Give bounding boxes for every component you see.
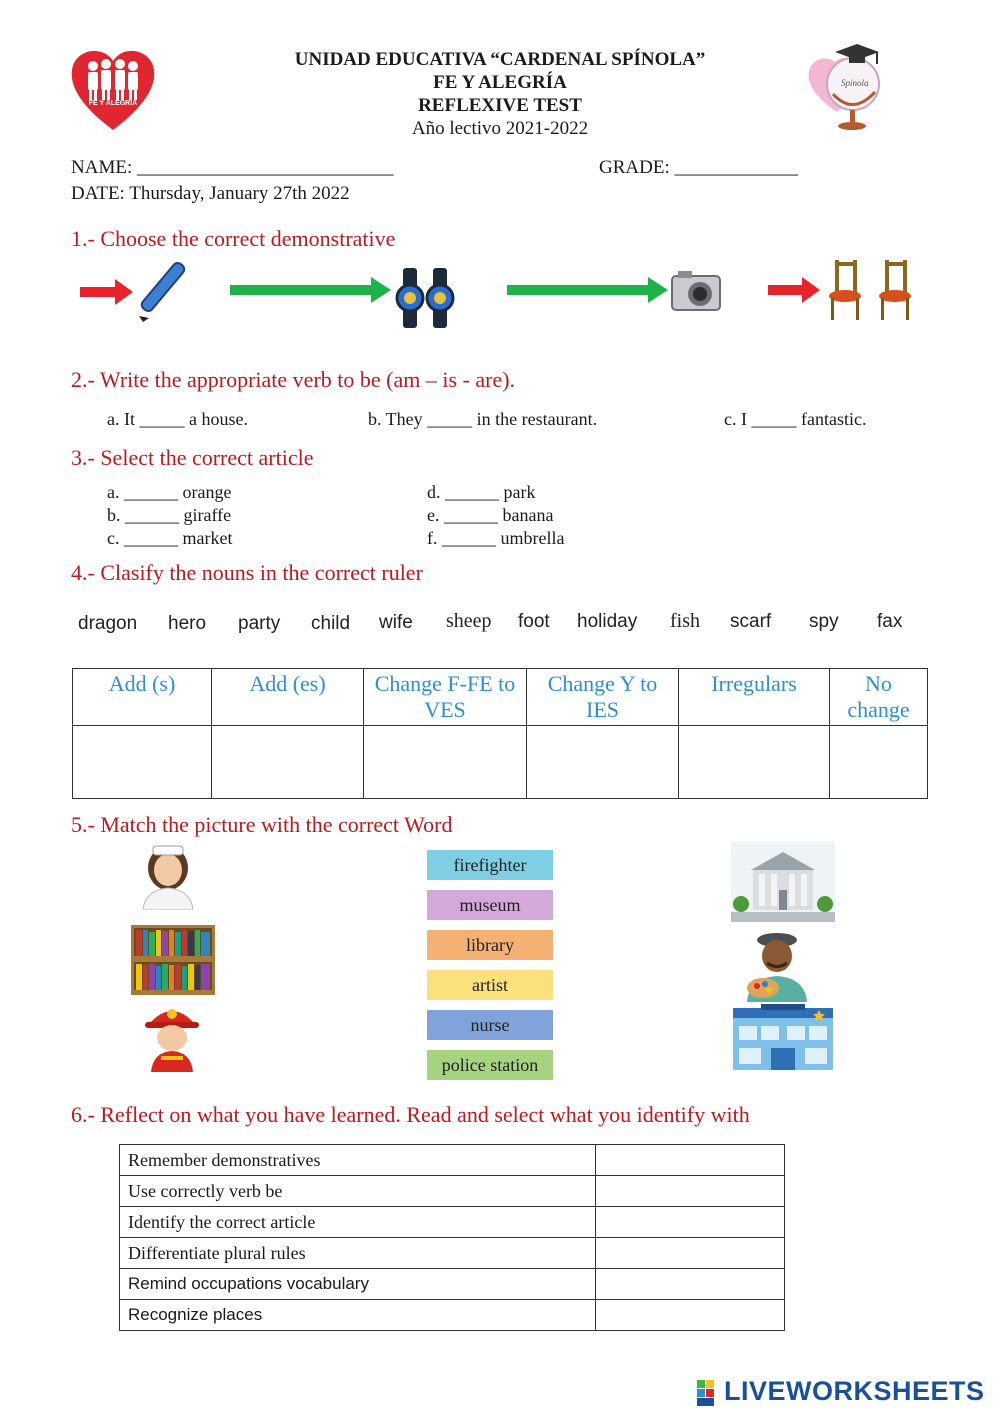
reflection-statement: Differentiate plural rules <box>120 1238 596 1269</box>
reflection-checkbox[interactable] <box>596 1145 785 1176</box>
noun-chip[interactable]: sheep <box>446 610 492 632</box>
noun-chip[interactable]: dragon <box>78 613 138 634</box>
reflection-row <box>120 1300 785 1331</box>
article-item-b[interactable]: b. ______ giraffe <box>107 505 232 525</box>
noun-chip[interactable]: foot <box>518 611 550 632</box>
reflection-checkbox[interactable] <box>596 1176 785 1207</box>
police-station-icon <box>731 1004 835 1072</box>
reflection-row <box>120 1207 785 1238</box>
museum-icon <box>731 842 835 922</box>
pen-icon <box>139 261 186 322</box>
school-year: Año lectivo 2021-2022 <box>411 118 589 139</box>
watches-icon <box>397 268 453 328</box>
word-box-museum[interactable] <box>427 890 553 920</box>
word-label: museum <box>459 895 521 915</box>
right-logo-text: Spínola <box>841 78 869 88</box>
section-2-title: 2.- Write the appropriate verb to be (am – is - are). <box>71 367 516 392</box>
word-label: nurse <box>470 1015 510 1035</box>
artist-icon <box>741 930 813 1002</box>
chairs-icon <box>829 260 911 320</box>
left-logo-text: FE Y ALEGRIA <box>88 100 138 107</box>
noun-chip[interactable]: party <box>238 613 281 634</box>
word-box-police-station[interactable] <box>427 1050 553 1080</box>
spinola-globe-logo <box>805 42 890 134</box>
noun-chip[interactable]: child <box>311 613 351 634</box>
bookshelf-icon <box>131 925 215 995</box>
article-item-f[interactable]: f. ______ umbrella <box>427 528 565 548</box>
column-header: Add (s) <box>73 669 212 726</box>
verb-item-c[interactable]: c. I _____ fantastic. <box>724 409 867 429</box>
noun-chip[interactable]: wife <box>379 612 413 633</box>
column-header: Add (es) <box>212 669 364 726</box>
word-box-artist[interactable] <box>427 970 553 1000</box>
word-box-nurse[interactable] <box>427 1010 553 1040</box>
word-label: artist <box>472 975 508 995</box>
demonstrative-pictures <box>75 258 935 333</box>
near-red-arrow-2 <box>768 277 820 303</box>
date-line: DATE: Thursday, January 27th 2022 <box>71 183 350 204</box>
museum-picture[interactable] <box>731 842 835 922</box>
far-green-arrow-2 <box>507 277 668 303</box>
drop-zone-add-s[interactable] <box>73 726 212 799</box>
far-green-arrow <box>230 277 391 303</box>
test-title: REFLEXIVE TEST <box>418 95 582 116</box>
reflection-table <box>119 1144 785 1331</box>
reflection-checkbox[interactable] <box>596 1269 785 1300</box>
noun-chip[interactable]: hero <box>168 613 207 634</box>
article-item-e[interactable]: e. ______ banana <box>427 505 554 525</box>
word-label: firefighter <box>453 855 527 875</box>
reflection-row <box>120 1269 785 1300</box>
section-5-title: 5.- Match the picture with the correct Word <box>71 812 453 837</box>
verb-item-a[interactable]: a. It _____ a house. <box>107 409 248 429</box>
near-red-arrow <box>80 279 133 305</box>
section-3-title: 3.- Select the correct article <box>71 445 314 470</box>
name-field[interactable]: NAME: ___________________________ <box>71 157 394 178</box>
camera-icon <box>672 271 720 310</box>
reflection-checkbox[interactable] <box>596 1207 785 1238</box>
nurse-picture[interactable] <box>133 842 203 910</box>
drop-zone-no-change[interactable] <box>830 726 928 799</box>
reflection-statement: Identify the correct article <box>120 1207 596 1238</box>
word-label: library <box>466 935 514 955</box>
word-box-firefighter[interactable] <box>427 850 553 880</box>
reflection-statement: Remember demonstratives <box>120 1145 596 1176</box>
word-box-library[interactable] <box>427 930 553 960</box>
nurse-icon <box>133 842 203 910</box>
column-header: Irregulars <box>679 669 830 726</box>
article-item-c[interactable]: c. ______ market <box>107 528 233 548</box>
section-4-title: 4.- Clasify the nouns in the correct ruler <box>71 560 423 585</box>
reflection-row <box>120 1176 785 1207</box>
noun-chip[interactable]: fish <box>670 610 700 632</box>
drop-zone-y-ies[interactable] <box>527 726 679 799</box>
noun-chip[interactable]: spy <box>809 611 839 632</box>
section-6-title: 6.- Reflect on what you have learned. Read and select what you identify with <box>71 1102 750 1127</box>
verb-item-b[interactable]: b. They _____ in the restaurant. <box>368 409 598 429</box>
firefighter-icon <box>143 1002 201 1072</box>
column-header: Change Y to IES <box>527 669 679 726</box>
reflection-row <box>120 1238 785 1269</box>
article-item-a[interactable]: a. ______ orange <box>107 482 232 502</box>
plural-table-header <box>73 669 928 726</box>
library-picture[interactable] <box>131 925 215 995</box>
plural-rules-table <box>72 668 928 799</box>
reflection-statement: Use correctly verb be <box>120 1176 596 1207</box>
reflection-statement: Remind occupations vocabulary <box>120 1269 596 1300</box>
firefighter-picture[interactable] <box>143 1002 201 1072</box>
drop-zone-f-fe-ves[interactable] <box>364 726 527 799</box>
drop-zone-irregulars[interactable] <box>679 726 830 799</box>
word-label: police station <box>441 1055 539 1075</box>
liveworksheets-logo-icon <box>697 1380 723 1406</box>
column-header: Change F-FE to VES <box>364 669 527 726</box>
network-name: FE Y ALEGRÍA <box>433 72 567 93</box>
column-header: No change <box>830 669 928 726</box>
noun-chip[interactable]: holiday <box>577 611 638 632</box>
liveworksheets-brand[interactable]: LIVEWORKSHEETS <box>724 1376 985 1406</box>
noun-chip[interactable]: fax <box>877 611 903 632</box>
reflection-statement: Recognize places <box>120 1300 596 1331</box>
grade-field[interactable]: GRADE: _____________ <box>599 157 798 178</box>
section-1-title: 1.- Choose the correct demonstrative <box>71 226 396 251</box>
artist-picture[interactable] <box>741 930 813 1002</box>
drop-zone-add-es[interactable] <box>212 726 364 799</box>
school-name: UNIDAD EDUCATIVA “CARDENAL SPÍNOLA” <box>294 49 706 70</box>
noun-chip[interactable]: scarf <box>730 611 772 632</box>
reflection-row <box>120 1145 785 1176</box>
reflection-checkbox[interactable] <box>596 1300 785 1331</box>
reflection-checkbox[interactable] <box>596 1238 785 1269</box>
plural-drop-row <box>73 726 928 799</box>
police-station-picture[interactable] <box>731 1004 835 1072</box>
article-item-d[interactable]: d. ______ park <box>427 482 536 502</box>
